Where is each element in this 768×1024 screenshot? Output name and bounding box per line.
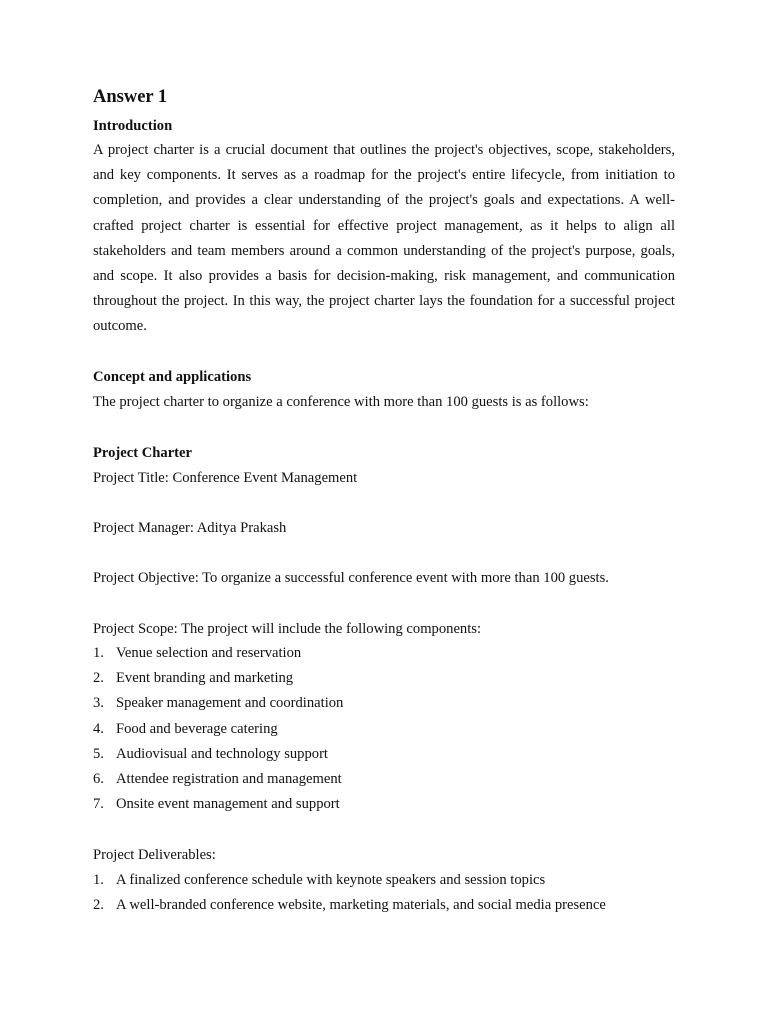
list-item-text: Attendee registration and management — [116, 771, 342, 788]
project-scope-line: Project Scope: The project will include the following components: — [93, 621, 482, 637]
scope-list — [93, 641, 343, 817]
introduction-paragraph: A project charter is a crucial document that outlines the project's objectives, scope, stakeholders, and key components. It serves as a roadmap for the project's entire lifecycle, from initiation to completion, and provides a clear understanding of the project's goals and expectations. A well-crafted project charter is essential for effective project management, as it helps to align all stakeholders and team members around a common understanding of the project's purpose, goals, and scope. It also provides a basis for decision-making, risk management, and communication throughout the project. In this way, the project charter lays the foundation for a successful project outcome. — [93, 142, 675, 335]
list-item-number: 6. — [93, 771, 104, 788]
list-item — [93, 893, 606, 918]
list-item — [93, 717, 343, 742]
list-item — [93, 641, 343, 666]
project-deliverables-line: Project Deliverables: — [93, 847, 216, 863]
list-item-number: 4. — [93, 720, 104, 737]
introduction-heading: Introduction — [93, 118, 173, 134]
list-item-number: 3. — [93, 695, 104, 712]
project-title-line: Project Title: Conference Event Management — [93, 470, 358, 486]
list-item — [93, 767, 343, 792]
document-title: Answer 1 — [93, 87, 168, 107]
list-item-text: Food and beverage catering — [116, 720, 278, 737]
list-item-number: 1. — [93, 872, 104, 888]
project-objective-line: Project Objective: To organize a successful conference event with more than 100 guests. — [93, 570, 609, 586]
list-item-number: 5. — [93, 745, 104, 762]
list-item-text: Event branding and marketing — [116, 670, 294, 687]
list-item-text: Speaker management and coordination — [116, 695, 344, 712]
concept-paragraph: The project charter to organize a conference with more than 100 guests is as follows: — [93, 394, 589, 410]
list-item-text: Venue selection and reservation — [116, 645, 302, 661]
list-item-number: 2. — [93, 670, 104, 687]
list-item-number: 7. — [93, 796, 104, 813]
list-item-number: 2. — [93, 897, 104, 914]
list-item-text: Audiovisual and technology support — [116, 745, 328, 762]
list-item-text: A well-branded conference website, marketing materials, and social media presence — [116, 897, 606, 914]
list-item — [93, 742, 343, 767]
list-item — [93, 691, 343, 716]
project-charter-heading: Project Charter — [93, 445, 192, 461]
list-item — [93, 868, 606, 893]
list-item-text: A finalized conference schedule with keynote speakers and session topics — [116, 872, 546, 888]
list-item — [93, 792, 343, 817]
concept-heading: Concept and applications — [93, 369, 252, 385]
deliverables-list — [93, 868, 606, 918]
project-manager-line: Project Manager: Aditya Prakash — [93, 520, 287, 536]
list-item-text: Onsite event management and support — [116, 796, 340, 813]
list-item-number: 1. — [93, 645, 104, 661]
list-item — [93, 666, 343, 691]
